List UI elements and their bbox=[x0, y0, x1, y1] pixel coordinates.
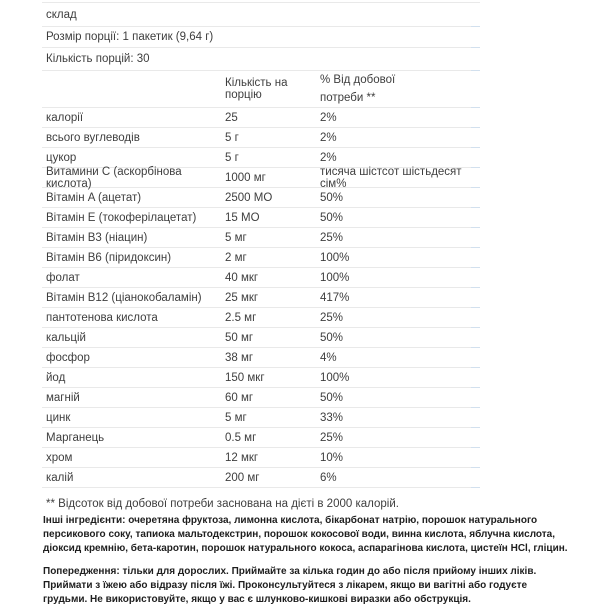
nutrient-amount: 1000 мг bbox=[225, 171, 266, 184]
nutrient-amount: 150 мкг bbox=[225, 371, 265, 384]
nutrient-amount: 5 г bbox=[225, 151, 239, 164]
nutrient-dv: тисяча шістсот шістьдесят сім% bbox=[320, 165, 462, 190]
header-amount: Кількість на порцію bbox=[225, 77, 288, 101]
serving-size: Розмір порції: 1 пакетик (9,64 г) bbox=[46, 31, 214, 43]
nutrient-name: фосфор bbox=[46, 351, 90, 364]
nutrient-dv: 10% bbox=[320, 451, 344, 464]
nutrient-name: фолат bbox=[46, 271, 80, 284]
serving-size-row bbox=[42, 27, 480, 48]
section-title-row bbox=[42, 3, 480, 27]
nutrient-dv: 50% bbox=[320, 331, 344, 344]
nutrient-dv: 417% bbox=[320, 291, 350, 304]
table-row bbox=[42, 228, 480, 248]
header-daily-value-line2: потреби ** bbox=[320, 92, 376, 104]
nutrient-amount: 2.5 мг bbox=[225, 311, 257, 324]
nutrient-amount: 12 мкг bbox=[225, 451, 259, 464]
table-header-row bbox=[42, 71, 480, 108]
nutrient-dv: 50% bbox=[320, 391, 344, 404]
nutrient-name: калій bbox=[46, 471, 74, 484]
table-row bbox=[42, 448, 480, 468]
table-row bbox=[42, 188, 480, 208]
nutrient-amount: 25 мкг bbox=[225, 291, 259, 304]
nutrient-amount: 5 мг bbox=[225, 411, 247, 424]
nutrient-dv: 2% bbox=[320, 131, 337, 144]
table-row bbox=[42, 308, 480, 328]
nutrient-amount: 50 мг bbox=[225, 331, 254, 344]
nutrient-dv: 25% bbox=[320, 231, 344, 244]
nutrient-dv: 33% bbox=[320, 411, 344, 424]
nutrient-name: Марганець bbox=[46, 431, 105, 444]
nutrient-name: магній bbox=[46, 391, 80, 404]
table-row bbox=[42, 108, 480, 128]
nutrient-name: кальцій bbox=[46, 331, 86, 344]
table-row bbox=[42, 328, 480, 348]
nutrient-dv: 4% bbox=[320, 351, 337, 364]
header-daily-value bbox=[320, 71, 480, 107]
table-row bbox=[42, 288, 480, 308]
table-row bbox=[42, 248, 480, 268]
warning-text: Попередження: тільки для дорослих. Приймайте за кілька годин до або після прийому інших ліків. Приймати з їжею або відразу після їжі. Проконсультуйтеся з лікарем, якщо ви вагітні або годуєте грудьми. Не використовуйте, якщо у вас є шлунково-кишкові виразки або обструкція. bbox=[43, 566, 537, 605]
nutrient-dv: 50% bbox=[320, 191, 344, 204]
table-row bbox=[42, 208, 480, 228]
nutrient-amount: 25 bbox=[225, 111, 238, 124]
nutrient-dv: 100% bbox=[320, 371, 350, 384]
nutrient-amount: 200 мг bbox=[225, 471, 260, 484]
nutrient-amount: 2 мг bbox=[225, 251, 247, 264]
table-row bbox=[42, 408, 480, 428]
nutrient-dv: 50% bbox=[320, 211, 344, 224]
nutrient-dv: 25% bbox=[320, 431, 344, 444]
nutrient-amount: 15 МО bbox=[225, 211, 260, 224]
nutrient-name: Вітамін B3 (ніацин) bbox=[46, 231, 148, 244]
section-title: склад bbox=[46, 8, 77, 21]
nutrient-amount: 5 г bbox=[225, 131, 239, 144]
nutrient-dv: 25% bbox=[320, 311, 344, 324]
nutrient-name: Витамини C (аскорбінова кислота) bbox=[46, 165, 182, 190]
nutrient-dv: 2% bbox=[320, 111, 337, 124]
servings-count-row bbox=[42, 48, 480, 71]
nutrient-dv: 6% bbox=[320, 471, 337, 484]
table-row bbox=[42, 165, 480, 190]
nutrient-name: цинк bbox=[46, 411, 71, 424]
nutrient-amount: 0.5 мг bbox=[225, 431, 257, 444]
table-row bbox=[42, 128, 480, 148]
supplement-facts-table bbox=[42, 2, 480, 512]
nutrient-dv: 100% bbox=[320, 271, 350, 284]
table-row bbox=[42, 428, 480, 448]
label-paragraphs bbox=[43, 514, 573, 607]
other-ingredients-text: Інші інгредієнти: очеретяна фруктоза, лимонна кислота, бікарбонат натрію, порошок натурального персикового соку, тапиока мальтодекстрин, порошок кокосової води, винна кислота, яблучна кислота, діоксид кремнію, бета-каротин, порошок натурального кокоса, аспарагінова кислота, цистеїн HCl, гліцин. bbox=[43, 515, 568, 554]
nutrient-name: Вітамін E (токоферілацетат) bbox=[46, 211, 197, 224]
nutrient-amount: 5 мг bbox=[225, 231, 247, 244]
nutrient-amount: 40 мкг bbox=[225, 271, 259, 284]
nutrient-name: калорії bbox=[46, 111, 84, 124]
nutrient-name: Вітамін B6 (піридоксин) bbox=[46, 251, 172, 264]
table-row bbox=[42, 268, 480, 288]
nutrient-amount: 60 мг bbox=[225, 391, 254, 404]
table-row bbox=[42, 388, 480, 408]
nutrient-dv: 2% bbox=[320, 151, 337, 164]
nutrient-name: всього вуглеводів bbox=[46, 131, 140, 144]
nutrient-amount: 38 мг bbox=[225, 351, 254, 364]
header-daily-value-line1: % Від добової bbox=[320, 74, 396, 86]
nutrient-name: хром bbox=[46, 451, 73, 464]
nutrient-amount: 2500 МО bbox=[225, 191, 273, 204]
nutrient-name: пантотенова кислота bbox=[46, 311, 158, 324]
nutrient-name: йод bbox=[46, 371, 66, 384]
table-row bbox=[42, 348, 480, 368]
nutrient-name: Вітамін A (ацетат) bbox=[46, 191, 142, 204]
nutrient-name: цукор bbox=[46, 151, 77, 164]
table-row bbox=[42, 368, 480, 388]
table-row bbox=[42, 468, 480, 488]
nutrient-dv: 100% bbox=[320, 251, 350, 264]
daily-value-footnote: ** Відсоток від добової потреби заснована на дієті в 2000 калорій. bbox=[46, 498, 399, 510]
nutrient-name: Вітамін B12 (ціанокобаламін) bbox=[46, 291, 202, 304]
servings-count: Кількість порцій: 30 bbox=[46, 53, 150, 65]
